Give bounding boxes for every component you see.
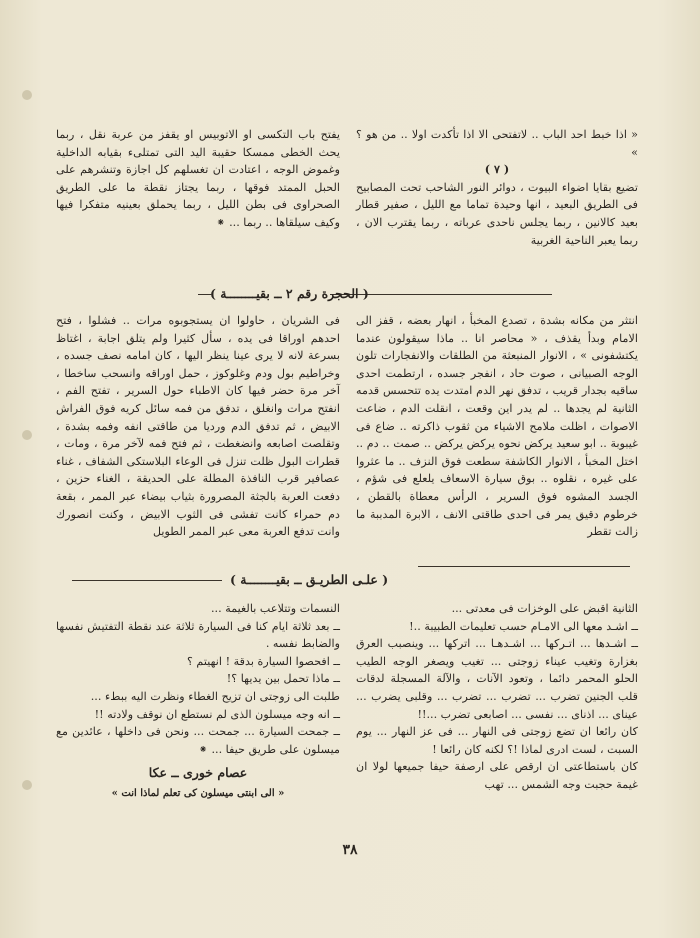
room-2-right-column — [356, 312, 638, 541]
author-signature: عصام خورى ــ عكا — [148, 765, 248, 781]
paragraph: انتثر من مكانه بشدة ، تصدع المخبأ ، انهار بعضه ، قفز الى الامام وبدأ يقذف ، « محاصر انا .. ماذا سيقولون عندما يكتشفونى » ، الانوار المنبعثة من الطلقات والانفجارات تلون الوجه الصبيانى ، صوت حاد ، انفجر جسده ، ارتطمت احدى ساقيه بجدار قريب ، تدفق نهر الدم امتدت يده تتحسس قدمه الثانية لم يجدها .. لم يدر اين وقعت ، انقلت الدم ، ضاعت الاصوات ، اظلت ملامح الاشياء من ثقوب ذاكرته .. ضاع فى غيبوبة .. ابو سعيد يركض نحوه يركض يركض .. صمت .. دم .. اختل المخبأ ، الانوار الكاشفة سطعت فوق النزف .. ما عثروا على غيره ، نقلوه .. بوق سيارة الاسعاف يلعلع فى شؤم ، الجسد المشوه فوق السرير ، الرأس معطاة بالقطن ، خرطوم دقيق يمر فى احدى طاقتى الانف ، الابرة المدببة ما زالت تقطر — [356, 314, 638, 539]
top-right-column — [356, 126, 638, 249]
section-title-on-the-road: ( علـى الطريـق ــ بقيــــــــة ) — [230, 572, 389, 587]
paragraph: ــ اشـدها ... اتـركها ... اشـدهـا ... اتركها ... وينصبب العرق بغزارة وتغيب عيناء زوجتى ... تغيب ويصغر الوجه الطيب الحلو المحمر دائما ، وتعود الآنات ، والآلة المسجلة لدقات قلب الجنين تضرب ... تضرب ... تضرب ... وقلبى يضرب ... عيناى ... اذناى ... نفسى ... اصابعى تضرب ...!! — [356, 637, 638, 721]
paragraph: تضيع بقايا اضواء البيوت ، دوائر النور الشاحب تحت المصابيح فى الطريق البعيد ، انها وحيدة تماما مع الليل ، صفير قطار بعيد كالانين ، ربما يجلس ناحدى عرباته ، ربما يقترب الان ، ربما يعبر الناحية الغربية — [356, 180, 638, 247]
paragraph: الثانية اقبض على الوخزات فى معدتى ... — [451, 602, 638, 615]
section-rule — [198, 294, 212, 295]
binding-hole — [22, 780, 32, 790]
section-title-room-2: ( الحجرة رقم ٢ ــ بقيــــــــة ) — [210, 286, 369, 301]
section-rule — [72, 580, 222, 581]
paragraph: ــ ماذا تحمل بين يديها ؟! — [226, 672, 340, 686]
dedication: « الى ابنتى ميسلون كى تعلم لماذا انت » — [111, 787, 285, 799]
chapter-number: ( ٧ ) — [484, 162, 510, 177]
paragraph: ــ اشـد معها الى الامـام حسب تعليمات الطبيبة ..! — [409, 619, 638, 633]
paragraph: طلبت الى زوجتى ان تزيح الغطاء ونظرت اليه ببطء ... — [90, 689, 340, 703]
paragraph: « اذا خبط احد الباب .. لاتفتحى الا اذا تأكدت اولا .. من هو ؟ » — [356, 128, 638, 159]
paragraph: ــ انه وجه ميسلون الذى لم نستطع ان نوقف ولادته !! — [94, 707, 340, 721]
section-rule — [418, 566, 630, 567]
paragraph: كان باستطاعتى ان ارقص على ارصفة حيفا جميعها لولا ان غيمة حجبت وجه الشمس ... تهب — [356, 760, 638, 791]
paragraph: كان رائعا ان تضع زوجتى فى النهار ... فى عز النهار ... يوم السبت ، لست ادرى لماذا !؟ لكنه كان رائعا ! — [356, 725, 638, 756]
paragraph: النسمات وتتلاعب بالغيمة ... — [210, 602, 340, 615]
room-2-left-column — [56, 312, 340, 541]
binding-hole — [22, 90, 32, 100]
page-number: ٣٨ — [342, 842, 358, 858]
top-left-column — [56, 126, 340, 232]
road-left-column — [56, 600, 340, 801]
paragraph: ــ بعد ثلاثة ايام كنا فى السيارة ثلاثة عند نقطة التفتيش نفسها والضابط نفسه . — [56, 619, 340, 651]
paragraph: يفتح باب التكسى او الاتوبيس او يقفز من عربة نقل ، ربما يحث الخطى ممسكا حقيبة اليد التى تمتلىء بقيابه الداخلية وغموض الوجه ، اعتادت ان تغسلهم كل اجازة وتنشرهم على الحبل الممتد فوقها ، ربما يجتاز نقطة ما على الطريق الصحراوى فى بطن الليل ، ربما يحملق بعينيه متفكرا فيها وكيف سيلقاها .. ربما ... ⁕ — [56, 128, 340, 229]
binding-hole — [22, 430, 32, 440]
paragraph: ــ جمحت السيارة ... جمحت ... ونحن فى داخلها ، عائدين مع ميسلون على طريق حيفا ... ⁕ — [56, 725, 340, 756]
paragraph: فى الشريان ، حاولوا ان يستجوبوه مرات .. فشلوا ، فتح احدهم اوراقا فى يده ، سأل كثيرا ولم يتلق اجابة ، اغتاظ بسرعة لانه لا يرى عينا ينظر اليها ، كان امامه نصف جسده ، وخراطيم بول ودم وغلوكوز ، حمل اوراقه وانسحب ساخطا ، آخر مرة حضر فيها كان الاطباء حول السرير ، تفتح الفم ، انفتح مرات وانغلق ، تدفق من فمه سائل كريه فوق الفراش الابيض ، ثم تدفق الدم ورديا من طاقتى انفه وفمه بشدة ، وتقلصت اصابعه وانضغطت ، ثم فتح فمه لآخر مرة ، ومات ، قطرات البول ظلت تنزل فى الوعاء البلاستكى الشفاف ، غناء عصافير قرب النافذة المطلة على الحديقة ، الغناء حزين ، دفعت العربة بالجثة المصرورة بثياب بيضاء عبر الممر ، بقعة دم حمراء كانت تفشى فى الثوب الابيض ، وكنت انصورك وانت تدفع العربة معى عبر الممر الطويل — [56, 314, 340, 539]
road-right-column — [356, 600, 638, 794]
paragraph: ــ افحصوا السيارة بدقة ! انهيتم ؟ — [186, 654, 340, 668]
